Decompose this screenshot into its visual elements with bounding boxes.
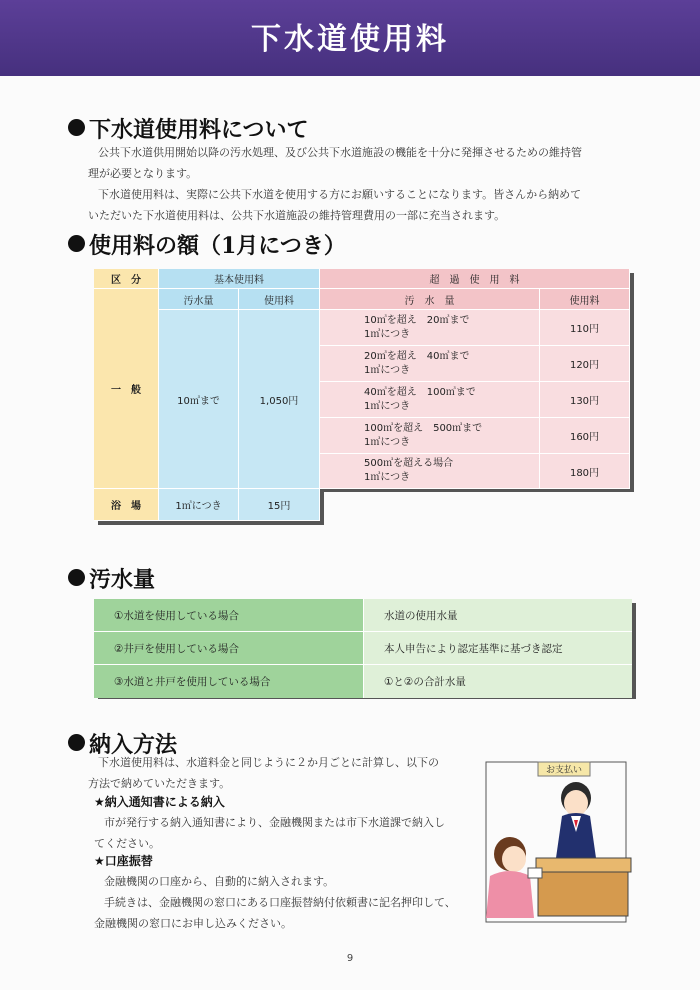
sub-header-sewage: 汚水量 [159,289,239,310]
bath-fee: 15円 [239,489,320,521]
payment-counter-illustration [476,758,638,928]
bullet-icon [68,569,85,586]
category-bath: 浴 場 [94,489,159,521]
bullet-icon [68,235,85,252]
method-notice-title: ★納入通知書による納入 [94,795,225,809]
title-banner [0,0,700,76]
page-title: 下水道使用料 [251,22,449,57]
payment-intro: 下水道使用料は、水道料金と同じように２か月ごとに計算し、以下の 方法で納めていただきます。 [88,756,439,790]
excess-row-fee: 180円 [540,454,630,489]
amount-cell: 水道の使用水量 [364,599,632,632]
excess-row-sewage: 100㎥を超え 500㎥まで 1㎥につき [320,418,540,454]
header-basic-fee: 基本使用料 [159,269,320,289]
page-number: 9 [346,953,354,964]
sub-header-fee: 使用料 [239,289,320,310]
section-heading-about: 下水道使用料について [68,113,309,144]
amount-cell: 本人申告により認定基準に基づき認定 [364,632,632,665]
sub-header-excess-fee: 使用料 [540,289,630,310]
case-cell: ①水道を使用している場合 [94,599,364,632]
illustration-sign-text: お支払い [545,765,583,776]
section-heading-fee: 使用料の額（1月につき） [68,229,346,260]
method-transfer-text: 金融機関の口座から、自動的に納入されます。 手続きは、金融機関の窓口にある口座振替納付依頼書に記名押印して、 金融機関の窓口にお申し込みください。 [94,875,456,930]
excess-row-sewage: 10㎥を超え 20㎥まで 1㎥につき [320,310,540,346]
about-paragraph-2: 下水道使用料は、実際に公共下水道を使用する方にお願いすることになります。皆さんから納めて いただいた下水道使用料は、公共下水道施設の維持管理費用の一部に充当されます。 [88,188,582,222]
about-paragraph-1: 公共下水道供用開始以降の汚水処理、及び公共下水道施設の機能を十分に発揮させるための維持管 理が必要となります。 [88,146,582,180]
excess-row-sewage: 500㎥を超える場合 1㎥につき [320,454,540,489]
header-excess-fee: 超 過 使 用 料 [320,269,630,289]
amount-cell: ①と②の合計水量 [364,665,632,698]
bullet-icon [68,734,85,751]
header-category: 区 分 [94,269,159,289]
bath-sewage: 1㎥につき [159,489,239,521]
excess-row-sewage: 40㎥を超え 100㎥まで 1㎥につき [320,382,540,418]
category-general: 一 般 [94,289,159,489]
method-transfer-title: ★口座振替 [94,854,153,868]
sub-header-excess-sewage: 汚 水 量 [320,289,540,310]
excess-row-fee: 160円 [540,418,630,454]
section-heading-sewage-volume: 汚水量 [68,563,155,594]
bullet-icon [68,119,85,136]
excess-row-fee: 130円 [540,382,630,418]
case-cell: ③水道と井戸を使用している場合 [94,665,364,698]
case-cell: ②井戸を使用している場合 [94,632,364,665]
excess-row-sewage: 20㎥を超え 40㎥まで 1㎥につき [320,346,540,382]
excess-row-fee: 120円 [540,346,630,382]
method-notice-text: 市が発行する納入通知書により、金融機関または市下水道課で納入し てください。 [94,816,445,850]
general-sewage: 10㎥まで [159,310,239,489]
general-fee: 1,050円 [239,310,320,489]
section-heading-payment: 納入方法 [68,728,177,759]
excess-row-fee: 110円 [540,310,630,346]
